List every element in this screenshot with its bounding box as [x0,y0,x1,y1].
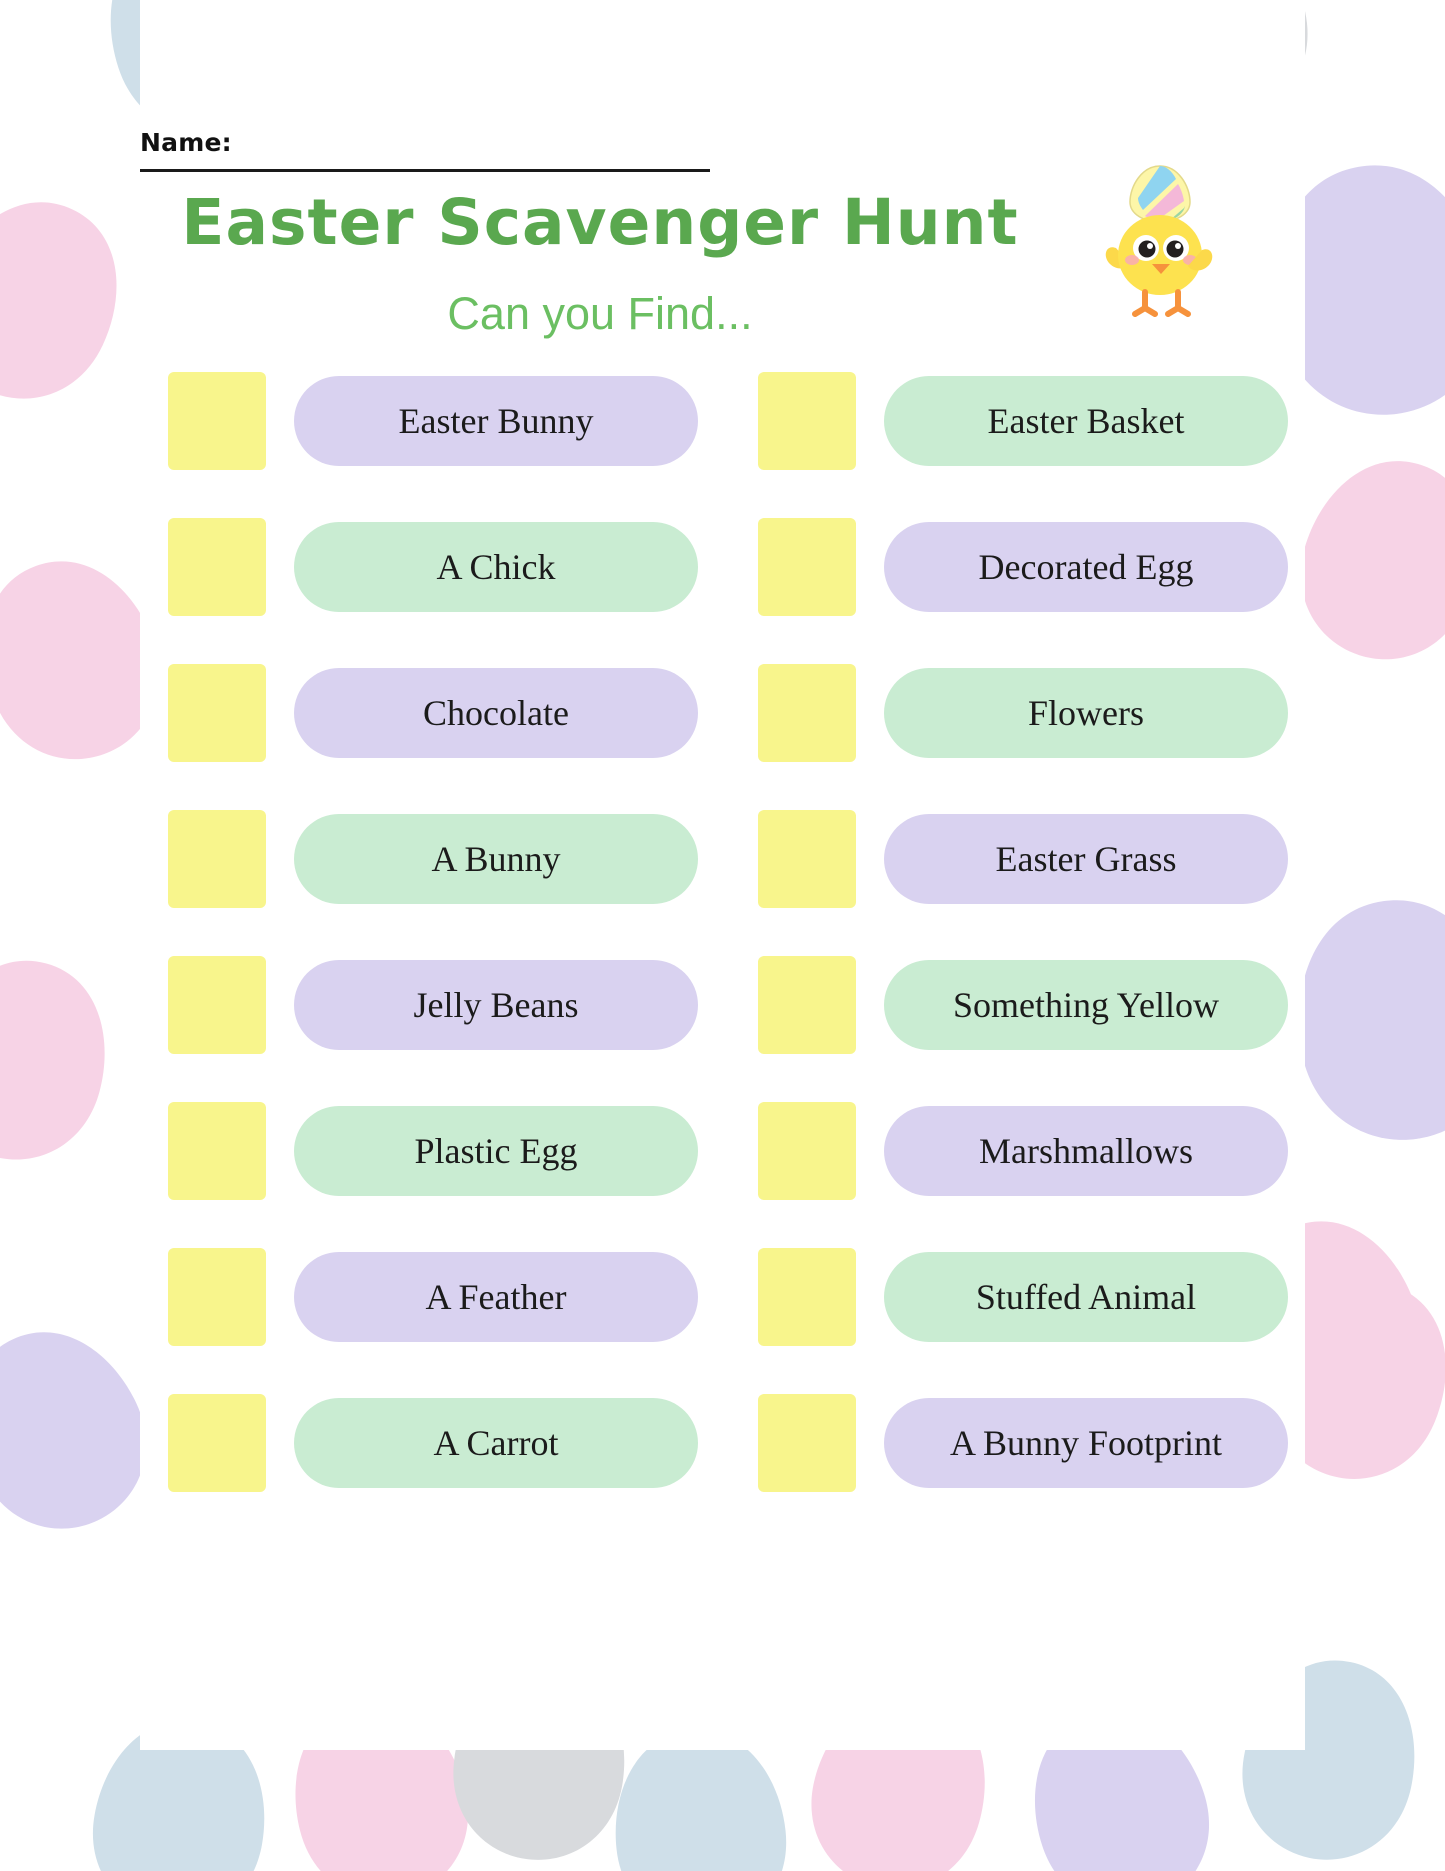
checkbox[interactable] [168,956,266,1054]
checkbox[interactable] [758,956,856,1054]
list-item[interactable] [758,956,1288,1054]
name-input-line[interactable] [140,169,710,172]
item-label: A Bunny [294,814,698,904]
checkbox[interactable] [168,810,266,908]
list-item[interactable] [758,372,1288,470]
name-label: Name: [140,128,232,157]
item-label: A Chick [294,522,698,612]
checkbox[interactable] [168,1394,266,1492]
list-item[interactable] [168,810,698,908]
checkbox[interactable] [758,1394,856,1492]
item-label: Plastic Egg [294,1106,698,1196]
checkbox[interactable] [758,1248,856,1346]
list-item[interactable] [758,1394,1288,1492]
item-label: Decorated Egg [884,522,1288,612]
checkbox[interactable] [758,810,856,908]
list-item[interactable] [168,518,698,616]
easter-chick-icon [1090,160,1230,330]
item-label: A Bunny Footprint [884,1398,1288,1488]
scavenger-hunt-checklist [168,372,1288,1492]
checkbox[interactable] [168,372,266,470]
checkbox[interactable] [758,372,856,470]
checkbox[interactable] [168,1248,266,1346]
list-item[interactable] [758,518,1288,616]
checkbox[interactable] [168,518,266,616]
checkbox[interactable] [168,1102,266,1200]
checklist-right-column [758,372,1288,1492]
item-label: Marshmallows [884,1106,1288,1196]
list-item[interactable] [168,1102,698,1200]
page-subtitle: Can you Find... [447,288,753,339]
list-item[interactable] [168,372,698,470]
list-item[interactable] [168,1394,698,1492]
item-label: Something Yellow [884,960,1288,1050]
item-label: A Feather [294,1252,698,1342]
list-item[interactable] [758,1248,1288,1346]
name-field-row [140,128,710,172]
list-item[interactable] [758,664,1288,762]
item-label: Easter Grass [884,814,1288,904]
list-item[interactable] [758,1102,1288,1200]
item-label: Jelly Beans [294,960,698,1050]
list-item[interactable] [758,810,1288,908]
list-item[interactable] [168,1248,698,1346]
item-label: A Carrot [294,1398,698,1488]
checklist-left-column [168,372,698,1492]
item-label: Stuffed Animal [884,1252,1288,1342]
checkbox[interactable] [758,1102,856,1200]
list-item[interactable] [168,664,698,762]
item-label: Chocolate [294,668,698,758]
page-title: Easter Scavenger Hunt [181,186,1019,259]
list-item[interactable] [168,956,698,1054]
checkbox[interactable] [758,664,856,762]
item-label: Easter Bunny [294,376,698,466]
item-label: Flowers [884,668,1288,758]
checkbox[interactable] [168,664,266,762]
checkbox[interactable] [758,518,856,616]
item-label: Easter Basket [884,376,1288,466]
